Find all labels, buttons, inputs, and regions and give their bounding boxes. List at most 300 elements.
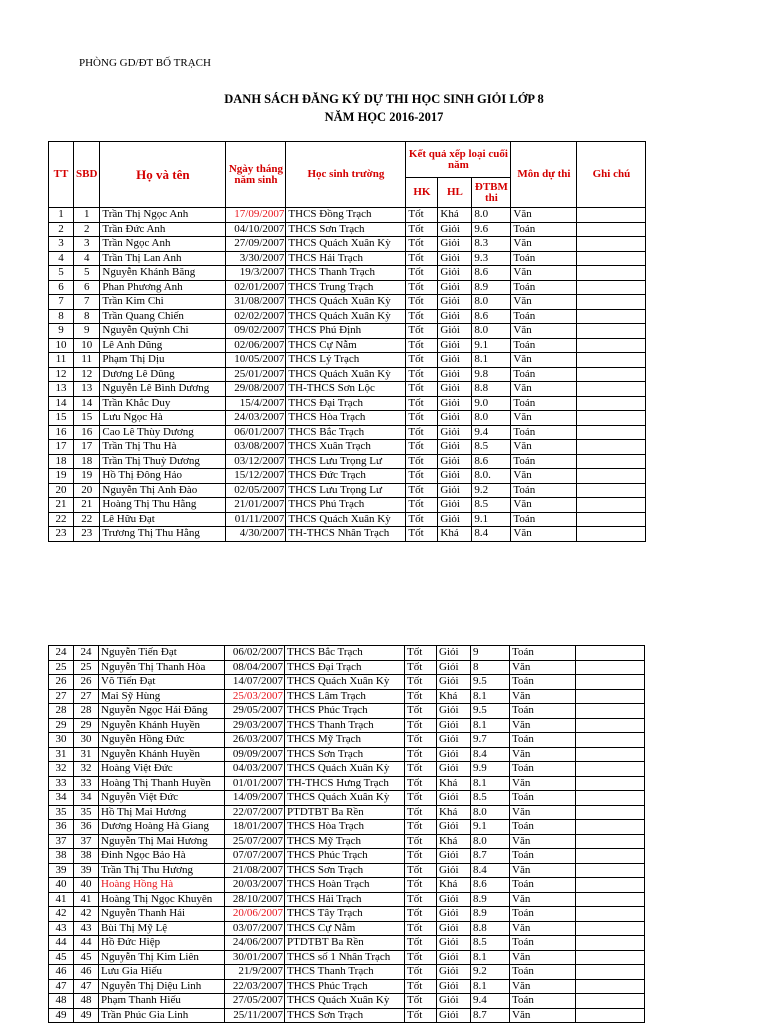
- cell-subject: Toán: [510, 733, 576, 748]
- cell-tt: 39: [49, 863, 74, 878]
- cell-tt: 21: [49, 498, 74, 513]
- cell-dob: 09/02/2007: [226, 324, 286, 339]
- cell-note: [577, 208, 646, 223]
- cell-subject: Văn: [511, 498, 577, 513]
- cell-note: [576, 892, 645, 907]
- cell-tt: 11: [49, 353, 74, 368]
- cell-tt: 30: [49, 733, 74, 748]
- cell-subject: Văn: [510, 863, 576, 878]
- cell-school: THCS Đại Trạch: [286, 396, 406, 411]
- cell-hk: Tốt: [405, 921, 437, 936]
- cell-dob: 03/12/2007: [226, 454, 286, 469]
- cell-school: THCS Thanh Trạch: [285, 718, 405, 733]
- cell-sbd: 11: [74, 353, 100, 368]
- cell-sbd: 46: [74, 965, 99, 980]
- cell-sbd: 1: [74, 208, 100, 223]
- cell-name: Trần Kim Chi: [100, 295, 226, 310]
- cell-tt: 3: [49, 237, 74, 252]
- table-row: [49, 979, 645, 994]
- cell-sbd: 31: [74, 747, 99, 762]
- cell-dtbm: 8.6: [472, 309, 511, 324]
- cell-dob: 20/06/2007: [225, 907, 285, 922]
- cell-school: THCS Lưu Trọng Lư: [286, 454, 406, 469]
- cell-dtbm: 8.7: [471, 849, 510, 864]
- cell-hk: Tốt: [405, 863, 437, 878]
- cell-dob: 09/09/2007: [225, 747, 285, 762]
- table-row: [49, 950, 645, 965]
- cell-hk: Tốt: [406, 222, 438, 237]
- cell-tt: 8: [49, 309, 74, 324]
- cell-school: THCS Lý Trạch: [286, 353, 406, 368]
- cell-name: Trần Đức Anh: [100, 222, 226, 237]
- table-row: [49, 237, 646, 252]
- table-row: [49, 498, 646, 513]
- cell-dtbm: 8.1: [471, 718, 510, 733]
- cell-dob: 10/05/2007: [226, 353, 286, 368]
- cell-dob: 01/01/2007: [225, 776, 285, 791]
- cell-sbd: 16: [74, 425, 100, 440]
- cell-school: THCS Bắc Trạch: [285, 646, 405, 661]
- col-header-result-group: Kết quả xếp loại cuối năm: [406, 142, 511, 178]
- cell-tt: 49: [49, 1008, 74, 1023]
- cell-hl: Giỏi: [437, 849, 471, 864]
- cell-school: PTDTBT Ba Rền: [285, 805, 405, 820]
- cell-subject: Toán: [510, 936, 576, 951]
- cell-hk: Tốt: [406, 309, 438, 324]
- cell-tt: 23: [49, 527, 74, 542]
- cell-school: THCS Sơn Trạch: [285, 863, 405, 878]
- cell-hl: Khá: [437, 776, 471, 791]
- cell-subject: Toán: [510, 646, 576, 661]
- cell-tt: 1: [49, 208, 74, 223]
- cell-dtbm: 8.0.: [472, 469, 511, 484]
- cell-hl: Giỏi: [438, 382, 472, 397]
- cell-name: Nguyễn Ngọc Hải Đăng: [99, 704, 225, 719]
- cell-tt: 35: [49, 805, 74, 820]
- cell-dtbm: 9.1: [471, 820, 510, 835]
- cell-school: THCS Phú Trạch: [286, 498, 406, 513]
- cell-name: Phạm Thị Dịu: [100, 353, 226, 368]
- cell-name: Phan Phương Anh: [100, 280, 226, 295]
- cell-dob: 08/04/2007: [225, 660, 285, 675]
- cell-dtbm: 8.6: [472, 266, 511, 281]
- table-row: [49, 907, 645, 922]
- table-row: [49, 646, 645, 661]
- cell-note: [576, 805, 645, 820]
- cell-hk: Tốt: [405, 878, 437, 893]
- cell-dtbm: 9.9: [471, 762, 510, 777]
- cell-hl: Giỏi: [437, 1008, 471, 1023]
- cell-name: Trần Thị Thu Hà: [100, 440, 226, 455]
- cell-hk: Tốt: [405, 994, 437, 1009]
- department-name: PHÒNG GD/ĐT BỐ TRẠCH: [79, 57, 211, 69]
- cell-sbd: 41: [74, 892, 99, 907]
- cell-subject: Toán: [511, 280, 577, 295]
- cell-sbd: 37: [74, 834, 99, 849]
- col-header-hl: HL: [438, 178, 472, 208]
- cell-sbd: 32: [74, 762, 99, 777]
- cell-school: THCS Bắc Trạch: [286, 425, 406, 440]
- cell-hk: Tốt: [405, 689, 437, 704]
- table-row: [49, 483, 646, 498]
- cell-dob: 3/30/2007: [226, 251, 286, 266]
- cell-name: Nguyễn Thị Kim Liên: [99, 950, 225, 965]
- cell-hl: Giỏi: [438, 396, 472, 411]
- cell-name: Bùi Thị Mỹ Lệ: [99, 921, 225, 936]
- cell-hl: Khá: [437, 834, 471, 849]
- cell-name: Lê Hữu Đạt: [100, 512, 226, 527]
- cell-subject: Toán: [511, 309, 577, 324]
- col-header-school: Học sinh trường: [286, 142, 406, 208]
- cell-hl: Giỏi: [438, 295, 472, 310]
- cell-name: Hoàng Việt Đức: [99, 762, 225, 777]
- cell-dob: 21/9/2007: [225, 965, 285, 980]
- cell-dtbm: 9.3: [472, 251, 511, 266]
- cell-sbd: 35: [74, 805, 99, 820]
- cell-school: THCS Phú Định: [286, 324, 406, 339]
- cell-hk: Tốt: [405, 791, 437, 806]
- cell-school: THCS Phúc Trạch: [285, 849, 405, 864]
- cell-subject: Toán: [510, 820, 576, 835]
- cell-dtbm: 8.1: [471, 776, 510, 791]
- cell-hl: Giỏi: [437, 907, 471, 922]
- cell-dob: 06/02/2007: [225, 646, 285, 661]
- table-row: [49, 776, 645, 791]
- cell-subject: Văn: [510, 950, 576, 965]
- cell-hk: Tốt: [405, 805, 437, 820]
- cell-tt: 33: [49, 776, 74, 791]
- cell-hk: Tốt: [406, 208, 438, 223]
- cell-note: [577, 396, 646, 411]
- cell-note: [577, 324, 646, 339]
- cell-dtbm: 8.1: [471, 979, 510, 994]
- cell-subject: Văn: [511, 237, 577, 252]
- table-row: [49, 863, 645, 878]
- cell-dob: 15/12/2007: [226, 469, 286, 484]
- cell-hk: Tốt: [405, 733, 437, 748]
- cell-name: Nguyễn Hồng Đức: [99, 733, 225, 748]
- cell-hl: Giỏi: [438, 237, 472, 252]
- cell-school: THCS Trung Trạch: [286, 280, 406, 295]
- cell-subject: Văn: [510, 718, 576, 733]
- cell-name: Lê Anh Dũng: [100, 338, 226, 353]
- cell-subject: Văn: [510, 1008, 576, 1023]
- table-row: [49, 222, 646, 237]
- cell-sbd: 23: [74, 527, 100, 542]
- cell-dob: 02/01/2007: [226, 280, 286, 295]
- cell-hk: Tốt: [406, 411, 438, 426]
- table-row: [49, 834, 645, 849]
- cell-sbd: 6: [74, 280, 100, 295]
- cell-hl: Giỏi: [438, 411, 472, 426]
- cell-tt: 22: [49, 512, 74, 527]
- cell-hk: Tốt: [406, 527, 438, 542]
- cell-school: THCS Quách Xuân Kỳ: [286, 367, 406, 382]
- cell-hl: Giỏi: [437, 718, 471, 733]
- cell-dob: 04/10/2007: [226, 222, 286, 237]
- cell-dtbm: 9.5: [471, 704, 510, 719]
- cell-sbd: 21: [74, 498, 100, 513]
- cell-note: [577, 454, 646, 469]
- cell-note: [576, 979, 645, 994]
- cell-hk: Tốt: [405, 892, 437, 907]
- table-row: [49, 338, 646, 353]
- cell-note: [577, 527, 646, 542]
- table-row: [49, 791, 645, 806]
- cell-tt: 32: [49, 762, 74, 777]
- cell-name: Hoàng Thị Ngọc Khuyên: [99, 892, 225, 907]
- cell-hl: Giỏi: [437, 994, 471, 1009]
- table-row: [49, 849, 645, 864]
- cell-dtbm: 8: [471, 660, 510, 675]
- table-row: [49, 251, 646, 266]
- cell-sbd: 30: [74, 733, 99, 748]
- cell-name: Nguyễn Thị Diệu Linh: [99, 979, 225, 994]
- cell-sbd: 8: [74, 309, 100, 324]
- cell-school: THCS Mỹ Trạch: [285, 834, 405, 849]
- cell-school: THCS Phúc Trạch: [285, 979, 405, 994]
- cell-subject: Văn: [511, 411, 577, 426]
- cell-name: Nguyễn Quỳnh Chi: [100, 324, 226, 339]
- cell-dtbm: 8.1: [472, 353, 511, 368]
- cell-school: THCS Cự Nẫm: [286, 338, 406, 353]
- cell-hk: Tốt: [406, 280, 438, 295]
- cell-subject: Toán: [511, 425, 577, 440]
- cell-subject: Văn: [511, 266, 577, 281]
- cell-dob: 02/06/2007: [226, 338, 286, 353]
- cell-tt: 7: [49, 295, 74, 310]
- cell-name: Dương Lê Dũng: [100, 367, 226, 382]
- cell-subject: Văn: [510, 776, 576, 791]
- cell-school: TH-THCS Sơn Lộc: [286, 382, 406, 397]
- cell-dtbm: 8.0: [471, 805, 510, 820]
- cell-subject: Toán: [511, 454, 577, 469]
- cell-name: Nguyễn Việt Đức: [99, 791, 225, 806]
- cell-hl: Khá: [438, 208, 472, 223]
- table-row: [49, 324, 646, 339]
- cell-sbd: 12: [74, 367, 100, 382]
- cell-dtbm: 9.2: [472, 483, 511, 498]
- cell-sbd: 49: [74, 1008, 99, 1023]
- cell-dob: 14/07/2007: [225, 675, 285, 690]
- cell-hl: Giỏi: [438, 512, 472, 527]
- cell-sbd: 4: [74, 251, 100, 266]
- col-header-sbd: SBD: [74, 142, 100, 208]
- cell-tt: 16: [49, 425, 74, 440]
- cell-dob: 19/3/2007: [226, 266, 286, 281]
- cell-note: [577, 367, 646, 382]
- col-header-dob: Ngày tháng năm sinh: [226, 142, 286, 208]
- cell-note: [576, 878, 645, 893]
- cell-name: Hồ Đức Hiệp: [99, 936, 225, 951]
- cell-name: Dương Hoàng Hà Giang: [99, 820, 225, 835]
- cell-tt: 47: [49, 979, 74, 994]
- cell-hk: Tốt: [405, 747, 437, 762]
- cell-sbd: 27: [74, 689, 99, 704]
- cell-sbd: 22: [74, 512, 100, 527]
- cell-tt: 13: [49, 382, 74, 397]
- cell-dob: 27/09/2007: [226, 237, 286, 252]
- cell-dtbm: 8.0: [472, 208, 511, 223]
- cell-tt: 26: [49, 675, 74, 690]
- cell-subject: Toán: [511, 483, 577, 498]
- cell-dtbm: 8.9: [472, 280, 511, 295]
- cell-sbd: 44: [74, 936, 99, 951]
- cell-hl: Giỏi: [437, 704, 471, 719]
- cell-name: Nguyễn Thị Thanh Hòa: [99, 660, 225, 675]
- cell-hk: Tốt: [406, 454, 438, 469]
- cell-hk: Tốt: [405, 834, 437, 849]
- cell-subject: Văn: [510, 805, 576, 820]
- cell-hk: Tốt: [406, 324, 438, 339]
- cell-hl: Giỏi: [438, 498, 472, 513]
- cell-note: [576, 675, 645, 690]
- table-row: [49, 733, 645, 748]
- cell-sbd: 42: [74, 907, 99, 922]
- table-body-part1: [49, 208, 646, 542]
- cell-sbd: 40: [74, 878, 99, 893]
- cell-hl: Giỏi: [437, 965, 471, 980]
- cell-hk: Tốt: [405, 718, 437, 733]
- cell-tt: 40: [49, 878, 74, 893]
- cell-hl: Giỏi: [437, 791, 471, 806]
- cell-hk: Tốt: [406, 512, 438, 527]
- cell-hl: Giỏi: [437, 660, 471, 675]
- cell-sbd: 19: [74, 469, 100, 484]
- table-row: [49, 512, 646, 527]
- cell-dob: 15/4/2007: [226, 396, 286, 411]
- cell-sbd: 9: [74, 324, 100, 339]
- cell-note: [576, 646, 645, 661]
- cell-sbd: 47: [74, 979, 99, 994]
- cell-subject: Toán: [511, 338, 577, 353]
- student-table-part1: [48, 141, 646, 542]
- cell-tt: 46: [49, 965, 74, 980]
- cell-dtbm: 9.1: [472, 338, 511, 353]
- cell-hl: Khá: [437, 805, 471, 820]
- cell-subject: Toán: [510, 878, 576, 893]
- cell-tt: 27: [49, 689, 74, 704]
- cell-name: Trương Thị Thu Hằng: [100, 527, 226, 542]
- cell-hl: Giỏi: [438, 425, 472, 440]
- cell-name: Mai Sỹ Hùng: [99, 689, 225, 704]
- cell-tt: 48: [49, 994, 74, 1009]
- cell-school: THCS Hải Trạch: [286, 251, 406, 266]
- cell-sbd: 38: [74, 849, 99, 864]
- cell-note: [576, 704, 645, 719]
- cell-sbd: 13: [74, 382, 100, 397]
- cell-sbd: 43: [74, 921, 99, 936]
- cell-tt: 24: [49, 646, 74, 661]
- cell-subject: Văn: [511, 469, 577, 484]
- cell-hk: Tốt: [406, 469, 438, 484]
- cell-hl: Giỏi: [438, 266, 472, 281]
- cell-dtbm: 8.0: [472, 324, 511, 339]
- cell-sbd: 5: [74, 266, 100, 281]
- cell-sbd: 45: [74, 950, 99, 965]
- cell-school: THCS Hải Trạch: [285, 892, 405, 907]
- cell-school: THCS Quách Xuân Kỳ: [285, 762, 405, 777]
- cell-name: Hoàng Hồng Hà: [99, 878, 225, 893]
- cell-sbd: 36: [74, 820, 99, 835]
- cell-tt: 4: [49, 251, 74, 266]
- cell-dtbm: 8.3: [472, 237, 511, 252]
- cell-subject: Toán: [511, 251, 577, 266]
- cell-name: Phạm Thanh Hiếu: [99, 994, 225, 1009]
- cell-dtbm: 8.4: [472, 527, 511, 542]
- cell-sbd: 2: [74, 222, 100, 237]
- col-header-subject: Môn dự thi: [511, 142, 577, 208]
- cell-tt: 15: [49, 411, 74, 426]
- cell-dtbm: 8.4: [471, 863, 510, 878]
- cell-note: [576, 776, 645, 791]
- cell-hk: Tốt: [405, 965, 437, 980]
- cell-sbd: 28: [74, 704, 99, 719]
- cell-dob: 30/01/2007: [225, 950, 285, 965]
- cell-dtbm: 9.2: [471, 965, 510, 980]
- cell-hl: Giỏi: [438, 222, 472, 237]
- cell-hk: Tốt: [406, 251, 438, 266]
- cell-dob: 25/07/2007: [225, 834, 285, 849]
- cell-hk: Tốt: [405, 849, 437, 864]
- cell-school: THCS Đồng Trạch: [286, 208, 406, 223]
- cell-note: [577, 237, 646, 252]
- cell-school: THCS Quách Xuân Kỳ: [286, 295, 406, 310]
- cell-hk: Tốt: [406, 266, 438, 281]
- cell-tt: 37: [49, 834, 74, 849]
- cell-sbd: 17: [74, 440, 100, 455]
- cell-note: [576, 820, 645, 835]
- table-row: [49, 762, 645, 777]
- table-row: [49, 527, 646, 542]
- cell-note: [576, 689, 645, 704]
- cell-dob: 02/02/2007: [226, 309, 286, 324]
- cell-note: [577, 440, 646, 455]
- cell-name: Đinh Ngọc Bảo Hà: [99, 849, 225, 864]
- cell-sbd: 33: [74, 776, 99, 791]
- cell-hk: Tốt: [405, 776, 437, 791]
- cell-dtbm: 9.4: [471, 994, 510, 1009]
- cell-school: THCS Thanh Trạch: [286, 266, 406, 281]
- cell-dtbm: 8.5: [472, 440, 511, 455]
- cell-hl: Khá: [438, 527, 472, 542]
- cell-note: [576, 950, 645, 965]
- cell-hl: Giỏi: [437, 979, 471, 994]
- cell-note: [577, 309, 646, 324]
- cell-note: [576, 747, 645, 762]
- cell-subject: Toán: [511, 222, 577, 237]
- cell-sbd: 34: [74, 791, 99, 806]
- cell-note: [577, 498, 646, 513]
- cell-tt: 34: [49, 791, 74, 806]
- table-row: [49, 718, 645, 733]
- cell-hk: Tốt: [406, 425, 438, 440]
- cell-hl: Khá: [437, 689, 471, 704]
- cell-dtbm: 9.6: [472, 222, 511, 237]
- cell-school: PTDTBT Ba Rền: [285, 936, 405, 951]
- cell-name: Hoàng Thị Thu Hằng: [100, 498, 226, 513]
- cell-dtbm: 9.0: [472, 396, 511, 411]
- cell-dob: 22/07/2007: [225, 805, 285, 820]
- cell-tt: 14: [49, 396, 74, 411]
- cell-school: THCS Hòa Trạch: [286, 411, 406, 426]
- cell-dob: 31/08/2007: [226, 295, 286, 310]
- cell-dtbm: 9.4: [472, 425, 511, 440]
- cell-note: [577, 266, 646, 281]
- cell-note: [576, 1008, 645, 1023]
- cell-subject: Văn: [511, 382, 577, 397]
- cell-school: THCS Sơn Trạch: [285, 747, 405, 762]
